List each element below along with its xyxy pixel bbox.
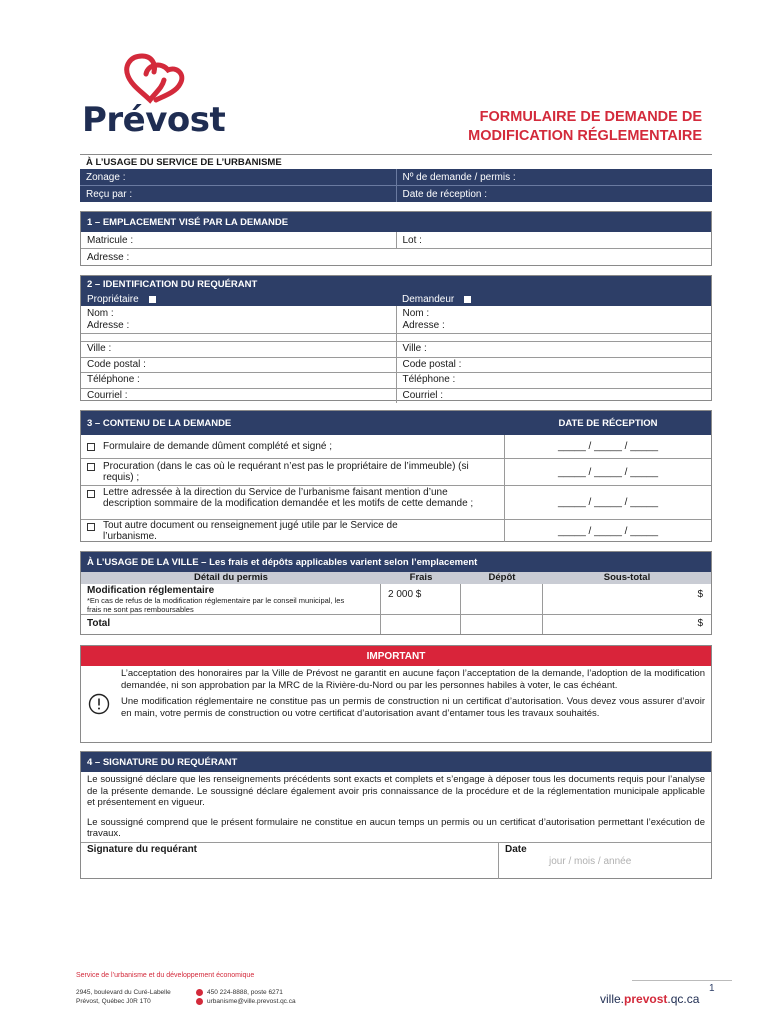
exclamation-circle-icon [88, 693, 110, 715]
section3-header: 3 – CONTENU DE LA DEMANDE [87, 417, 232, 429]
demandeur-code-postal[interactable]: Code postal : [397, 358, 712, 374]
proprietaire-option[interactable] [81, 292, 396, 306]
item-note: *En cas de refus de la modification réglementaire par le conseil municipal, les frais ne sont pas remboursables [87, 596, 345, 614]
col-detail: Détail du permis [194, 572, 268, 583]
date-reception-header: DATE DE RÉCEPTION [558, 417, 658, 429]
phone-icon [196, 989, 203, 996]
checklist-item[interactable] [81, 520, 505, 542]
date-formulaire[interactable]: _____ / _____ / _____ [557, 441, 659, 452]
footer-service: Service de l’urbanisme et du développement économique [76, 972, 255, 979]
checkbox-lettre[interactable] [87, 490, 95, 498]
section-important [80, 645, 712, 743]
col-frais: Frais [409, 572, 433, 583]
demandeur-nom[interactable]: Nom : [402, 308, 430, 319]
date-lettre[interactable]: _____ / _____ / _____ [557, 497, 659, 508]
title-line-2: MODIFICATION RÉGLEMENTAIRE [468, 128, 702, 144]
checklist-item[interactable] [81, 459, 505, 485]
proprietaire-label: Propriétaire [87, 293, 139, 305]
footer-email[interactable]: urbanisme@ville.prevost.qc.ca [207, 998, 296, 1005]
footer-divider [632, 980, 732, 981]
important-header: IMPORTANT [81, 646, 711, 666]
col-depot: Dépôt [488, 572, 516, 583]
page-number: 1 [709, 983, 715, 994]
checkbox-formulaire[interactable] [87, 443, 95, 451]
title-line-1: FORMULAIRE DE DEMANDE DE [479, 109, 702, 125]
site-suffix: .qc.ca [667, 992, 700, 1006]
footer-address [76, 988, 171, 1006]
item-autre-label: Tout autre document ou renseignement jugé utile par le Service de l’urbanisme. [103, 520, 398, 542]
section-emplacement [80, 211, 712, 266]
section-identification [80, 275, 712, 401]
demandeur-courriel[interactable]: Courriel : [402, 389, 444, 401]
checklist-item[interactable] [81, 486, 505, 519]
proprietaire-telephone[interactable]: Téléphone : [81, 373, 396, 389]
item-sous-total[interactable]: $ [697, 589, 703, 600]
important-paragraph-2: Une modification réglementaire ne constitue pas un permis de construction ni un certificat d’autorisation. Vous devez vous assurer d’avoir en main, votre permis de construction ou votre certificat d’autorisation avant d’entamer tous les travaux souhaités. [121, 696, 705, 719]
date-placeholder: jour / mois / année [549, 855, 632, 867]
section4-header: 4 – SIGNATURE DU REQUÉRANT [81, 752, 711, 772]
brand-name: Prévost [82, 100, 226, 140]
demandeur-adresse[interactable]: Adresse : [402, 320, 445, 331]
date-reception-field[interactable]: Date de réception : [402, 188, 487, 200]
demandeur-label: Demandeur [402, 293, 455, 305]
matricule-field[interactable]: Matricule : [81, 232, 397, 248]
proprietaire-courriel[interactable]: Courriel : [87, 389, 128, 401]
signature-label: Signature du requérant [87, 843, 198, 855]
demandeur-telephone[interactable]: Téléphone : [397, 373, 712, 389]
checkbox-procuration[interactable] [87, 463, 95, 471]
recu-par-field[interactable]: Reçu par : [80, 186, 397, 202]
col-sous-total: Sous-total [603, 572, 651, 583]
item-procuration-label: Procuration (dans le cas où le requérant n’est pas le propriétaire de l’immeuble) (si requis) ; [103, 461, 469, 483]
proprietaire-nom[interactable]: Nom : [87, 308, 114, 319]
total-value[interactable]: $ [697, 618, 703, 629]
form-title [468, 108, 702, 146]
total-label: Total [81, 615, 381, 634]
date-autre[interactable]: _____ / _____ / _____ [557, 525, 659, 537]
signature-field[interactable] [81, 843, 499, 879]
item-formulaire-label: Formulaire de demande dûment complété et signé ; [103, 441, 333, 452]
proprietaire-code-postal[interactable]: Code postal : [81, 358, 396, 374]
footer-website[interactable] [600, 992, 699, 1006]
date-field[interactable] [499, 843, 711, 879]
footer-contact [196, 988, 296, 1006]
section1-header: 1 – EMPLACEMENT VISÉ PAR LA DEMANDE [81, 212, 711, 232]
item-lettre-label: Lettre adressée à la direction du Service de l’urbanisme faisant mention d’une description sommaire de la modification demandée et les motifs de cette demande ; [103, 487, 474, 509]
signature-paragraph-1: Le soussigné déclare que les renseignements précédents sont exacts et complets et s’engage à déposer tous les documents requis pour l’analyse de la présente demande. Le soussigné déclare également avoir pris connaissance de la procédure et de la réglementation municipale applicable et présentement en vigueur. [87, 774, 705, 808]
site-brand: prevost [624, 992, 668, 1006]
urbanisme-section [80, 154, 712, 202]
demandeur-ville[interactable]: Ville : [397, 342, 712, 358]
item-frais[interactable]: 2 000 $ [381, 584, 461, 614]
important-paragraph-1: L’acceptation des honoraires par la Ville de Prévost ne garantit en aucune façon l’acceptation de la demande, l’adoption de la modification demandée, ni son approbation par la MRC de la Rivière-du-Nord ou par les personnes habiles à voter, le cas échéant. [121, 668, 705, 691]
section-contenu [80, 410, 712, 542]
zonage-field[interactable]: Zonage : [80, 169, 397, 185]
footer-phone: 450 224-8888, poste 6271 [207, 989, 283, 996]
email-icon [196, 998, 203, 1005]
proprietaire-ville[interactable]: Ville : [81, 342, 396, 358]
proprietaire-adresse[interactable]: Adresse : [87, 320, 130, 331]
footer-address-line-1: 2945, boulevard du Curé-Labelle [76, 989, 171, 996]
checklist-item[interactable] [81, 435, 505, 458]
urbanisme-header: À L’USAGE DU SERVICE DE L’URBANISME [80, 154, 712, 169]
item-depot[interactable] [461, 584, 543, 614]
prevost-heart-logo [120, 52, 190, 104]
demandeur-option[interactable] [396, 292, 711, 306]
section2-header: 2 – IDENTIFICATION DU REQUÉRANT [87, 278, 258, 290]
footer-address-line-2: Prévost, Québec J0R 1T0 [76, 998, 151, 1005]
date-procuration[interactable]: _____ / _____ / _____ [557, 466, 659, 478]
section-signature [80, 751, 712, 879]
site-prefix: ville. [600, 992, 625, 1006]
adresse-field[interactable]: Adresse : [81, 248, 711, 265]
ville-header: À L’USAGE DE LA VILLE – Les frais et dépôts applicables varient selon l’emplacement [81, 552, 711, 572]
checkbox-autre[interactable] [87, 523, 95, 531]
demandeur-checkbox[interactable] [464, 296, 471, 303]
demande-field[interactable]: Nº de demande / permis : [402, 171, 516, 183]
proprietaire-checkbox[interactable] [149, 296, 156, 303]
signature-paragraph-2: Le soussigné comprend que le présent formulaire ne constitue en aucun temps un permis ou un certificat d’autorisation permettant l’exécution de travaux. [87, 816, 705, 839]
section-ville [80, 551, 712, 635]
item-title: Modification réglementaire [87, 585, 215, 596]
lot-field[interactable]: Lot : [402, 234, 422, 246]
date-label: Date [505, 843, 527, 855]
